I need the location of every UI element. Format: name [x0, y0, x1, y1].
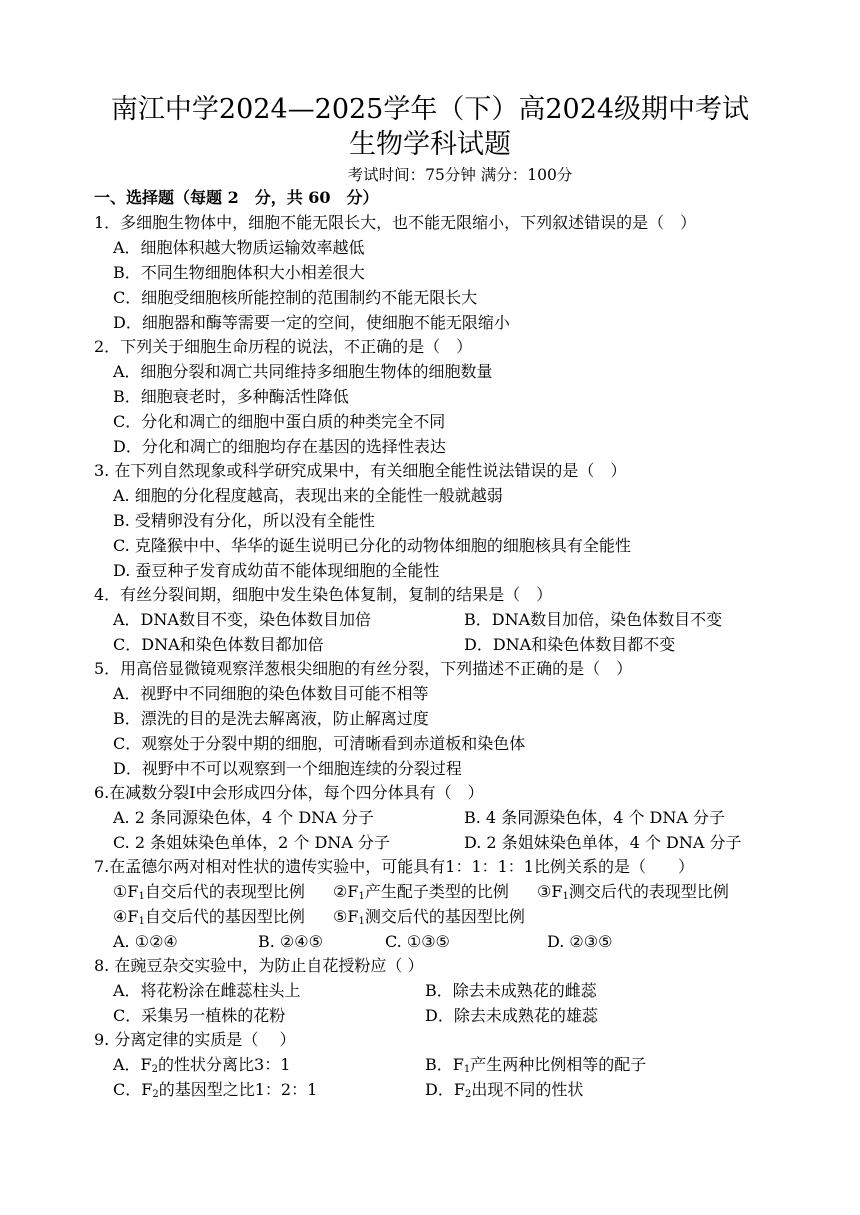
question-4-option-d: D．DNA和染色体数目都不变	[464, 635, 676, 654]
question-7-item-2: $②F_1$产生配子类型的比例	[333, 882, 509, 902]
question-2-option-d: D．分化和凋亡的细胞均存在基因的选择性表达	[113, 437, 446, 456]
question-7-stem: 7.在孟德尔两对相对性状的遗传实验中，可能具有1：1：1：1比例关系的是（ ）	[94, 857, 694, 876]
question-1-option-c: C．细胞受细胞核所能控制的范围制约不能无限长大	[113, 288, 478, 307]
question-4-option-b: B．DNA数目加倍，染色体数目不变	[464, 610, 723, 629]
question-5-option-a: A．视野中不同细胞的染色体数目可能不相等	[113, 684, 429, 703]
question-9-option-a: A．$F_2$的性状分离比3：1	[113, 1055, 291, 1075]
question-5-option-d: D．视野中不可以观察到一个细胞连续的分裂过程	[113, 759, 462, 778]
question-6-stem: 6.在减数分裂Ⅰ中会形成四分体，每个四分体具有（ ）	[94, 783, 484, 802]
exam-info: 考试时间：75分钟 满分：100分	[347, 166, 573, 184]
question-3-option-d: D. 蚕豆种子发育成幼苗不能体现细胞的全能性	[113, 561, 440, 580]
question-9-option-b: B．$F_1$产生两种比例相等的配子	[425, 1055, 647, 1075]
question-2-option-c: C．分化和凋亡的细胞中蛋白质的种类完全不同	[113, 412, 446, 431]
question-9-option-d: D．$F_2$出现不同的性状	[425, 1080, 584, 1100]
question-1-stem: 1．多细胞生物体中，细胞不能无限长大，也不能无限缩小，下列叙述错误的是（ ）	[94, 213, 697, 232]
question-3-option-a: A. 细胞的分化程度越高，表现出来的全能性一般就越弱	[113, 486, 503, 505]
question-5-stem: 5．用高倍显微镜观察洋葱根尖细胞的有丝分裂，下列描述不正确的是（ ）	[94, 659, 633, 678]
question-9-stem: 9. 分离定律的实质是（ ）	[94, 1030, 296, 1049]
section-heading: 一、选择题（每题 2 分，共 60 分）	[94, 188, 379, 207]
question-6-option-c: C. 2 条姐妹染色单体，2 个 DNA 分子	[113, 833, 390, 852]
exam-title-line1: 南江中学2024—2025学年（下）高2024级期中考试	[110, 94, 750, 125]
question-7-option-c: C. ①③⑤	[385, 932, 450, 951]
question-6-option-a: A. 2 条同源染色体，4 个 DNA 分子	[113, 808, 374, 827]
question-7-item-5: $⑤F_1$测交后代的基因型比例	[333, 907, 525, 927]
question-8-stem: 8. 在豌豆杂交实验中，为防止自花授粉应（ ）	[94, 956, 424, 975]
question-6-option-b: B. 4 条同源染色体，4 个 DNA 分子	[464, 808, 726, 827]
question-2-option-b: B．细胞衰老时，多种酶活性降低	[113, 387, 349, 406]
question-7-item-3: $③F_1$测交后代的表现型比例	[537, 882, 729, 902]
question-3-option-b: B. 受精卵没有分化，所以没有全能性	[113, 511, 375, 530]
question-6-option-d: D. 2 条姐妹染色单体，4 个 DNA 分子	[464, 833, 742, 852]
question-7-item-4: $④F_1$自交后代的基因型比例	[113, 907, 305, 927]
question-1-option-b: B．不同生物细胞体积大小相差很大	[113, 263, 365, 282]
question-7-option-a: A. ①②④	[113, 932, 178, 951]
question-7-option-b: B. ②④⑤	[258, 932, 323, 951]
question-8-option-a: A．将花粉涂在雌蕊柱头上	[113, 981, 301, 1000]
question-4-stem: 4．有丝分裂间期，细胞中发生染色体复制，复制的结果是（ ）	[94, 585, 553, 604]
question-7-item-1: $①F_1$自交后代的表现型比例	[113, 882, 305, 902]
question-5-option-c: C．观察处于分裂中期的细胞，可清晰看到赤道板和染色体	[113, 734, 526, 753]
question-2-stem: 2．下列关于细胞生命历程的说法，不正确的是（ ）	[94, 337, 473, 356]
question-1-option-d: D．细胞器和酶等需要一定的空间，使细胞不能无限缩小	[113, 313, 510, 332]
question-2-option-a: A．细胞分裂和凋亡共同维持多细胞生物体的细胞数量	[113, 362, 493, 381]
exam-title-line2: 生物学科试题	[349, 129, 511, 160]
question-8-option-d: D．除去未成熟花的雄蕊	[425, 1006, 598, 1025]
question-4-option-c: C．DNA和染色体数目都加倍	[113, 635, 324, 654]
question-1-option-a: A．细胞体积越大物质运输效率越低	[113, 238, 365, 257]
question-9-option-c: C．$F_2$的基因型之比1：2：1	[113, 1080, 318, 1100]
question-7-option-d: D. ②③⑤	[547, 932, 613, 951]
question-8-option-b: B．除去未成熟花的雌蕊	[425, 981, 597, 1000]
question-4-option-a: A．DNA数目不变，染色体数目加倍	[113, 610, 371, 629]
question-5-option-b: B．漂洗的目的是洗去解离液，防止解离过度	[113, 709, 429, 728]
question-3-option-c: C. 克隆猴中中、华华的诞生说明已分化的动物体细胞的细胞核具有全能性	[113, 536, 631, 555]
question-8-option-c: C．采集另一植株的花粉	[113, 1006, 286, 1025]
question-3-stem: 3. 在下列自然现象或科学研究成果中，有关细胞全能性说法错误的是（ ）	[94, 461, 627, 480]
